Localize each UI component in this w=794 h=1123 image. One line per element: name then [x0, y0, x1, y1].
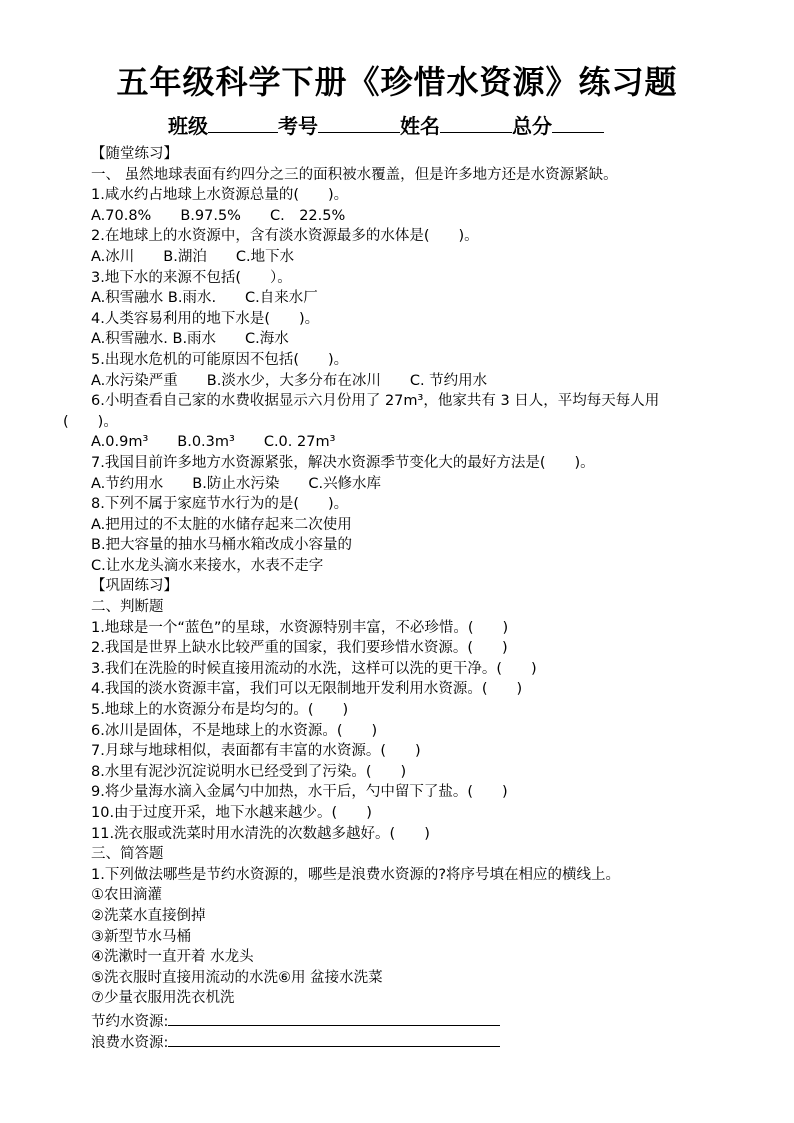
part-title: 一、 虽然地球表面有约四分之三的面积被水覆盖，但是许多地方还是水资源紧缺。: [91, 166, 618, 183]
judgement-item: 11.洗衣服或洗菜时用水清洗的次数越多越好。( ): [91, 825, 430, 842]
judgement-item: 5.地球上的水资源分布是均匀的。( ): [91, 702, 349, 719]
option-line: A.水污染严重 B.淡水少，大多分布在冰川 C. 节约用水: [91, 372, 488, 389]
judgement-item: 7.月球与地球相似，表面都有丰富的水资源。( ): [91, 743, 421, 760]
waste-label: 浪费水资源:: [91, 1034, 169, 1051]
part-title: 三、简答题: [91, 846, 164, 863]
list-item: ①农田滴灌: [91, 887, 162, 904]
judgement-item: 4.我国的淡水资源丰富，我们可以无限制地开发利用水资源。( ): [91, 681, 523, 698]
worksheet-content: [63, 144, 751, 1051]
option-line: A.0.9m³ B.0.3m³ C.0. 27m³: [91, 434, 336, 451]
save-label: 节约水资源:: [91, 1013, 169, 1030]
question-line: 4.人类容易利用的地下水是( )。: [91, 310, 320, 327]
part-title: 二、判断题: [91, 599, 164, 616]
question-continuation: ( )。: [63, 413, 118, 430]
judgement-item: 9.将少量海水滴入金属勺中加热，水干后，勺中留下了盐。( ): [91, 784, 508, 801]
judgement-item: 2.我国是世界上缺水比较严重的国家，我们要珍惜水资源。( ): [91, 640, 508, 657]
name-blank[interactable]: [440, 112, 512, 133]
question-line: 2.在地球上的水资源中，含有淡水资源最多的水体是( )。: [91, 228, 479, 245]
option-line: A.节约用水 B.防止水污染 C.兴修水库: [91, 475, 382, 492]
question-line: 1.咸水约占地球上水资源总量的( )。: [91, 187, 349, 204]
option-line: A.积雪融水 B.雨水. C.自来水厂: [91, 290, 318, 307]
page-title: 五年级科学下册《珍惜水资源》练习题: [116, 63, 678, 101]
save-answer-blank[interactable]: [168, 1009, 500, 1026]
judgement-item: 6.冰川是固体，不是地球上的水资源。( ): [91, 722, 378, 739]
judgement-item: 3.我们在洗脸的时候直接用流动的水洗，这样可以洗的更干净。( ): [91, 660, 537, 677]
answer-row-save: [91, 1009, 751, 1030]
judgement-item: 10.由于过度开采，地下水越来越少。( ): [91, 805, 372, 821]
judgement-item: 8.水里有泥沙沉淀说明水已经受到了污染。( ): [91, 763, 407, 780]
option-line: A.把用过的不太脏的水储存起来二次使用: [91, 516, 352, 533]
section-heading: 【随堂练习】: [91, 146, 178, 162]
name-label: 姓名: [400, 114, 440, 138]
number-blank[interactable]: [318, 112, 400, 133]
option-line: B.把大容量的抽水马桶水箱改成小容量的: [91, 537, 353, 554]
judgement-item: 1.地球是一个“蓝色”的星球，水资源特别丰富，不必珍惜。( ): [91, 619, 509, 636]
question-line: 6.小明查看自己家的水费收据显示六月份用了 27m³，他家共有 3 日人，平均每天每人用: [91, 393, 660, 410]
list-item: ⑦少量衣服用洗衣机洗: [91, 990, 235, 1007]
number-label: 考号: [278, 114, 318, 138]
list-item: ④洗漱时一直开着 水龙头: [91, 949, 254, 966]
option-line: C.让水龙头滴水来接水，水表不走字: [91, 557, 324, 574]
score-label: 总分: [512, 114, 552, 138]
question-line: 7.我国目前许多地方水资源紧张，解决水资源季节变化大的最好方法是( )。: [91, 454, 595, 471]
section-heading: 【巩固练习】: [91, 578, 178, 595]
list-item: ②洗菜水直接倒掉: [91, 907, 206, 924]
question-line: 1.下列做法哪些是节约水资源的，哪些是浪费水资源的?将序号填在相应的横线上。: [91, 866, 621, 883]
option-line: A.积雪融水. B.雨水 C.海水: [91, 331, 289, 348]
student-info-row: [168, 112, 604, 138]
question-line: 5.出现水危机的可能原因不包括( )。: [91, 351, 349, 368]
question-line: 8.下列不属于家庭节水行为的是( )。: [91, 496, 349, 513]
list-item: ⑤洗衣服时直接用流动的水洗⑥用 盆接水洗菜: [91, 969, 383, 986]
waste-answer-blank[interactable]: [168, 1030, 500, 1047]
answer-row-waste: [91, 1030, 751, 1051]
class-blank[interactable]: [208, 112, 278, 133]
score-blank[interactable]: [552, 112, 604, 133]
option-line: A.冰川 B.湖泊 C.地下水: [91, 248, 295, 265]
list-item: ③新型节水马桶: [91, 928, 191, 945]
option-line: A.70.8% B.97.5% C. 22.5%: [91, 207, 346, 224]
question-line: 3.地下水的来源不包括( ）。: [91, 269, 292, 286]
class-label: 班级: [168, 114, 208, 138]
